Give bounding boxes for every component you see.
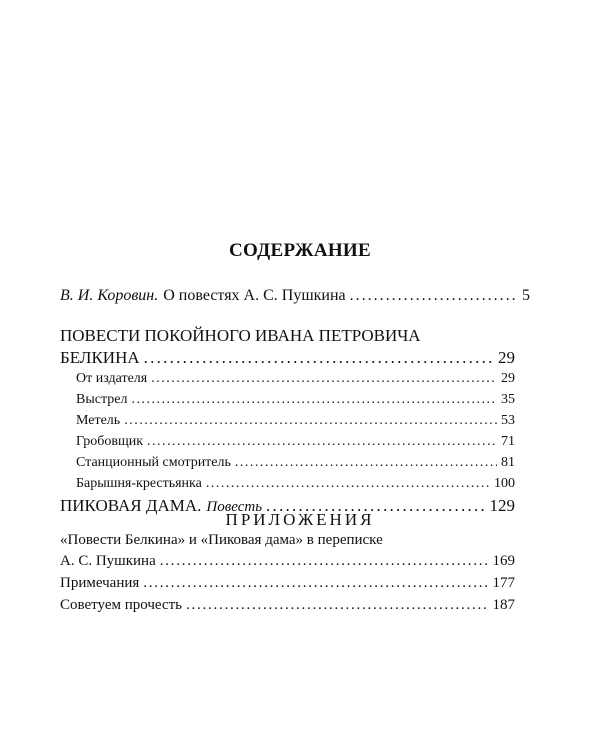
item-label: От издателя	[76, 371, 148, 386]
queen-page: 129	[489, 496, 515, 515]
item-label: Выстрел	[76, 392, 128, 407]
leader-dots	[235, 455, 497, 471]
toc-entry-belkin-item	[76, 455, 515, 471]
leader-dots	[144, 348, 494, 368]
toc-entry-appendix-correspondence	[60, 553, 515, 570]
leader-dots	[206, 476, 490, 492]
toc-entry-belkin-item	[76, 476, 515, 492]
intro-text: О повестях А. С. Пушкина	[163, 287, 346, 304]
leader-dots	[160, 553, 489, 570]
queen-subtitle: Повесть	[206, 499, 263, 515]
leader-dots	[131, 392, 497, 408]
appendix-item3-page: 187	[492, 597, 515, 613]
intro-page: 5	[522, 287, 530, 304]
appendix-item1-page: 169	[492, 553, 515, 569]
item-page: 29	[501, 371, 515, 386]
belkin-title-line2: БЕЛКИНА	[60, 348, 140, 367]
leader-dots	[143, 575, 488, 592]
toc-entry-notes	[60, 575, 515, 592]
item-label: Метель	[76, 413, 121, 428]
appendix-item1-line1: «Повести Белкина» и «Пиковая дама» в переписке	[60, 532, 383, 548]
toc-entry-belkin-item	[76, 392, 515, 408]
item-label: Станционный смотритель	[76, 455, 231, 470]
item-page: 71	[501, 434, 515, 449]
leader-dots	[151, 371, 497, 387]
intro-author: В. И. Коровин.	[60, 287, 159, 304]
toc-entry-belkin	[60, 348, 515, 368]
appendix-item2-page: 177	[492, 575, 515, 591]
queen-title: ПИКОВАЯ ДАМА.	[60, 496, 202, 515]
toc-entry-intro	[60, 287, 530, 305]
item-label: Барышня-крестьянка	[76, 476, 202, 491]
belkin-title-line1: ПОВЕСТИ ПОКОЙНОГО ИВАНА ПЕТРОВИЧА	[60, 326, 421, 345]
item-page: 81	[501, 455, 515, 470]
item-page: 53	[501, 413, 515, 428]
appendix-item2-label: Примечания	[60, 575, 140, 591]
leader-dots	[186, 597, 489, 614]
toc-entry-belkin-item	[76, 434, 515, 450]
leader-dots	[350, 287, 518, 305]
item-page: 100	[494, 476, 515, 491]
leader-dots	[147, 434, 497, 450]
toc-entry-recommended-reading	[60, 597, 515, 614]
belkin-page: 29	[498, 348, 515, 367]
appendix-title: ПРИЛОЖЕНИЯ	[225, 510, 375, 529]
toc-title: СОДЕРЖАНИЕ	[229, 240, 371, 261]
toc-entry-belkin-item	[76, 413, 515, 429]
toc-entry-belkin-item	[76, 371, 515, 387]
appendix-item3-label: Советуем прочесть	[60, 597, 182, 613]
item-label: Гробовщик	[76, 434, 144, 449]
leader-dots	[124, 413, 497, 429]
item-page: 35	[501, 392, 515, 407]
appendix-item1-line2: А. С. Пушкина	[60, 553, 156, 569]
